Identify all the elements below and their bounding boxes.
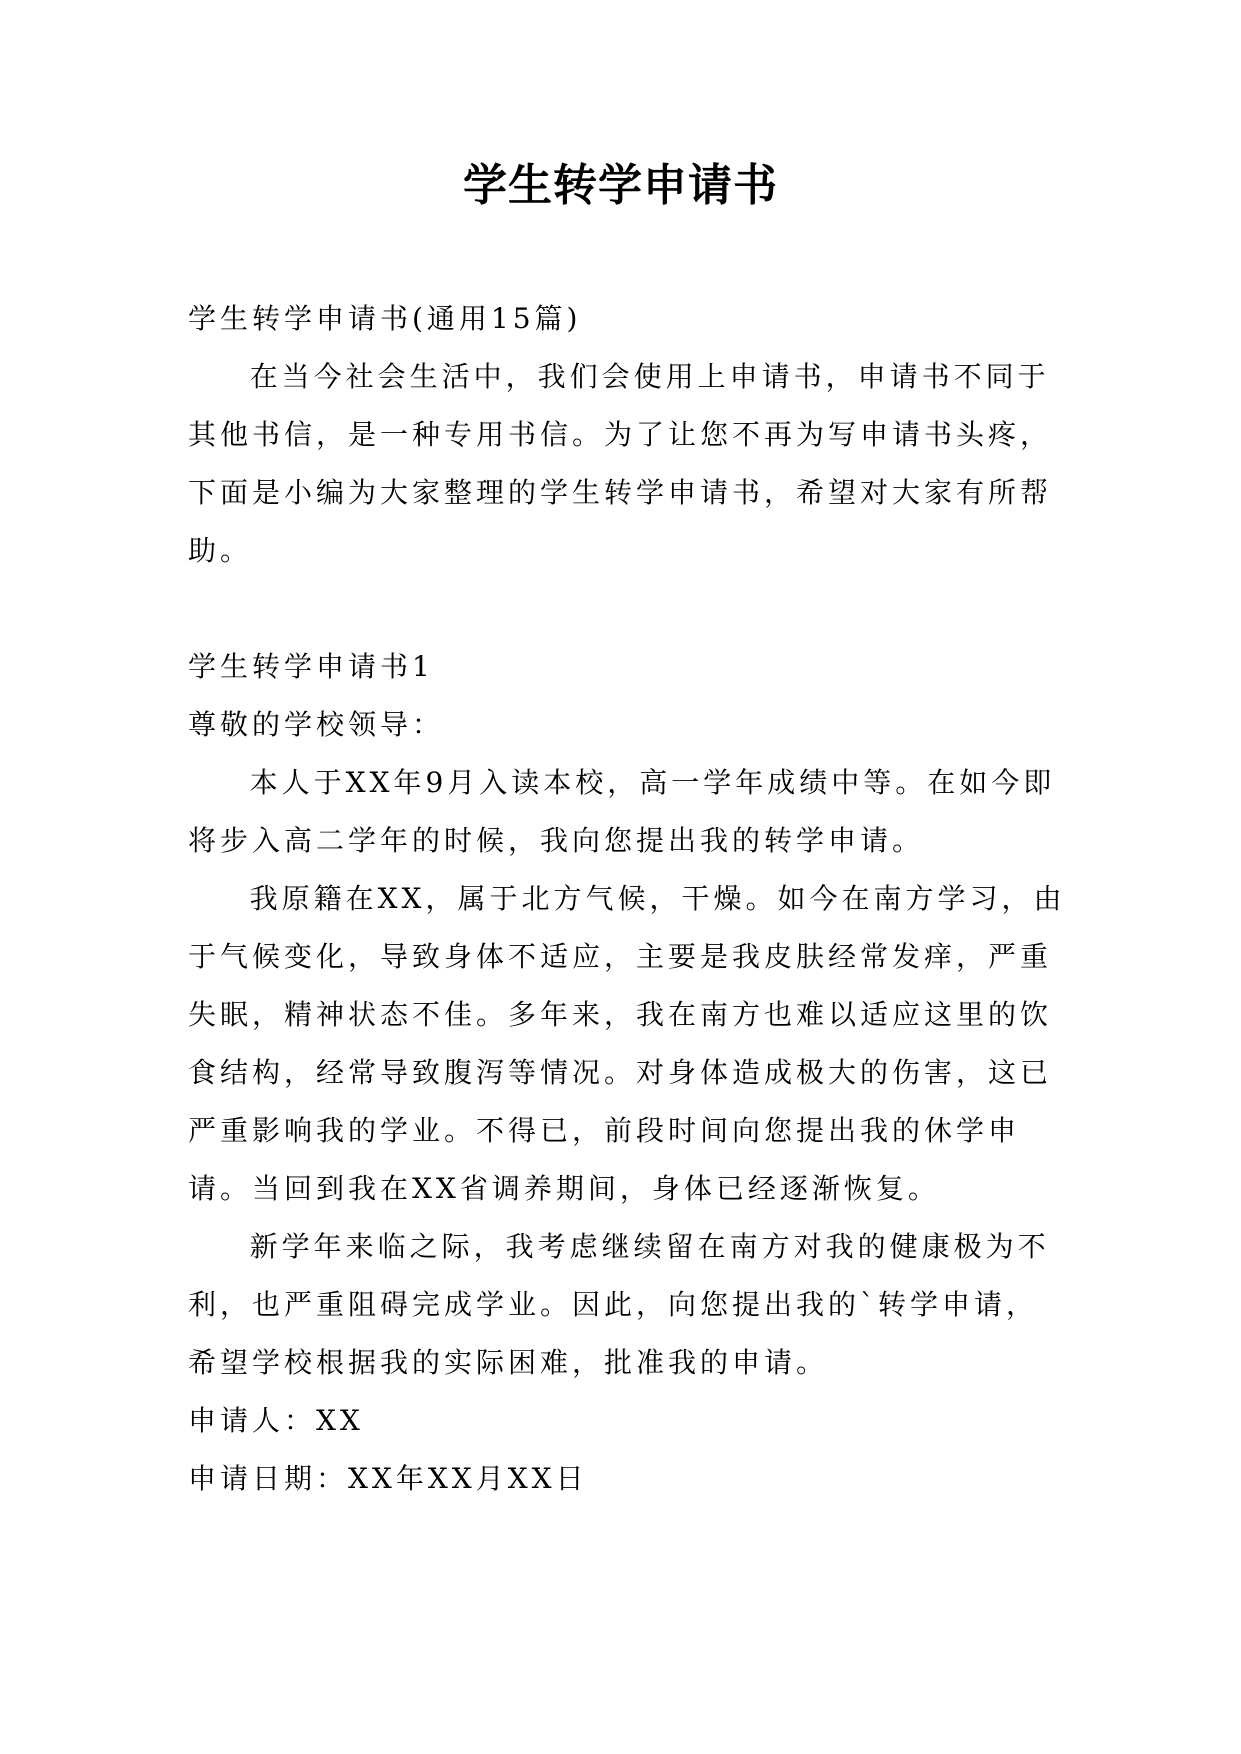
document-title: 学生转学申请书 <box>463 160 778 211</box>
salutation: 尊敬的学校领导： <box>188 708 445 741</box>
section-gap <box>188 580 1068 638</box>
body-paragraph: 我原籍在XX，属于北方气候，干燥。如今在南方学习，由于气候变化，导致身体不适应，主要是我皮肤经常发痒，严重失眠，精神状态不佳。多年来，我在南方也难以适应这里的饮食结构，经常导致腹泻等情况。对身体造成极大的伤害，这已严重影响我的学业。不得已，前段时间向您提出我的休学申请。当回到我在XX省调养期间，身体已经逐渐恢复。 <box>188 882 1066 1205</box>
document-body <box>188 290 1068 1508</box>
date-line: 申请日期：XX年XX月XX日 <box>188 1462 588 1495</box>
applicant-line: 申请人：XX <box>188 1404 364 1437</box>
body-paragraph: 本人于XX年9月入读本校，高一学年成绩中等。在如今即将步入高二学年的时候，我向您提出我的转学申请。 <box>188 766 1056 857</box>
section-heading: 学生转学申请书1 <box>188 650 434 683</box>
body-paragraph: 新学年来临之际，我考虑继续留在南方对我的健康极为不利，也严重阻碍完成学业。因此，向您提出我的`转学申请，希望学校根据我的实际困难，批准我的申请。 <box>188 1230 1050 1379</box>
intro-paragraph: 在当今社会生活中，我们会使用上申请书，申请书不同于其他书信，是一种专用书信。为了让您不再为写申请书头疼，下面是小编为大家整理的学生转学申请书，希望对大家有所帮助。 <box>188 360 1053 567</box>
document-subtitle: 学生转学申请书(通用15篇) <box>188 302 582 335</box>
